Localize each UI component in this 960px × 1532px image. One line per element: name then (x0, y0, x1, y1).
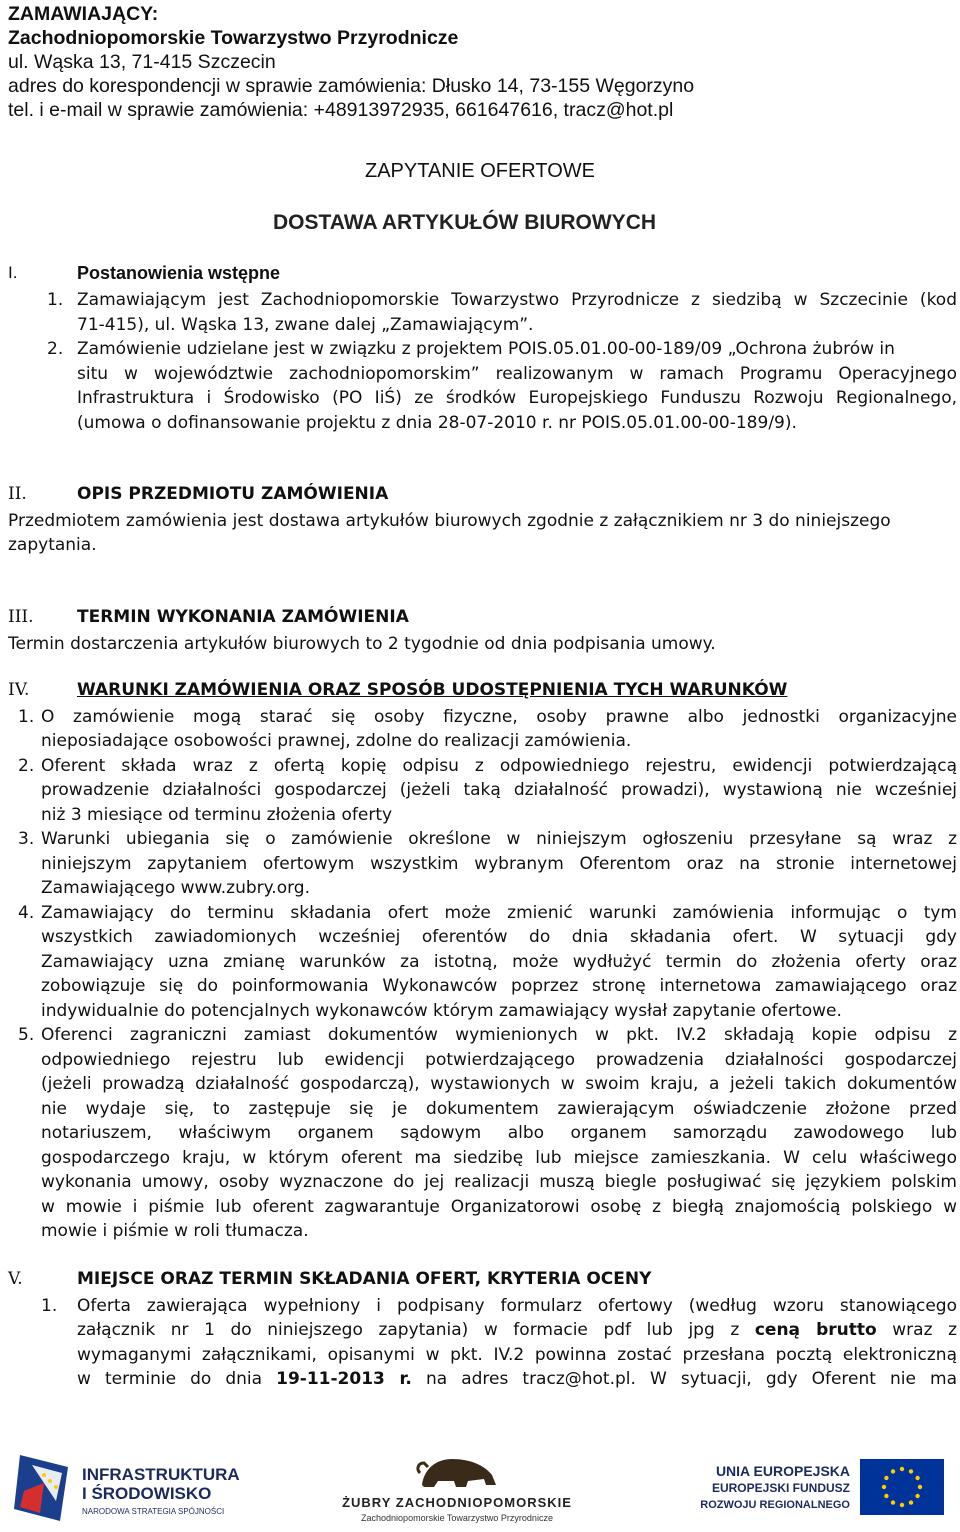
section-1-item-2-line: situ w województwie zachodniopomorskim” realizowanym w ramach Programu Operacyjnego (77, 363, 957, 384)
footer-logos (0, 1445, 960, 1532)
section-4-item-2-line: prowadzenie działalności gospodarczej (jeżeli taką działalność prowadzi), wystawioną nie wcześniej (41, 780, 957, 800)
eu-star-icon (891, 1469, 895, 1473)
logo1-line1: INFRASTRUKTURA (82, 1465, 240, 1484)
eu-star-icon (900, 1467, 904, 1471)
section-4-heading: WARUNKI ZAMÓWIENIA ORAZ SPOSÓB UDOSTĘPNIENIA TYCH WARUNKÓW (77, 680, 788, 700)
section-4-item-3-line: niniejszym zapytaniem ofertowym wszystkim wybranym Oferentom oraz na stronie internetowej (41, 853, 957, 874)
section-4-item-5-line: nie wydaje się, to zastępuje się je dokumentem zawierającym oświadczenie złożone przed (41, 1098, 957, 1119)
section-1-item-2-line: Zamówienie udzielane jest w związku z projektem POIS.05.01.00-00-189/09 „Ochrona żubrów in (77, 339, 895, 359)
section-2-text: Przedmiotem zamówienia jest dostawa artykułów biurowych zgodnie z załącznikiem nr 3 do niniejszego (8, 510, 891, 531)
section-4-item-3-line: Warunki ubiegania się o zamówienie określone w niniejszym ogłoszeniu przesyłane są wraz z (41, 829, 957, 849)
section-4-item-5-line: notariuszem, właściwym organem sądowym albo organem samorządu zawodowego lub (41, 1123, 957, 1143)
section-4-item-2-line: niż 3 miesiące od terminu złożenia oferty (41, 804, 393, 825)
section-4-item-5-line: gospodarczego kraju, w którym oferent ma siedzibę lub miejsce zamieszkania. W celu właściwego (41, 1147, 957, 1168)
price-gross-emphasis: ceną brutto (754, 1320, 877, 1340)
document-title: ZAPYTANIE OFERTOWE (364, 160, 596, 182)
section-5-item-1-line: Oferta zawierająca wypełniony i podpisany formularz ofertowy (według wzoru stanowiącego (77, 1295, 957, 1316)
text-run: na adres tracz@hot.pl. W sytuacji, gdy Oferent nie ma (411, 1369, 957, 1389)
logo2-line1: ŻUBRY ZACHODNIOPOMORSKIE (342, 1495, 572, 1510)
section-5-heading: MIEJSCE ORAZ TERMIN SKŁADANIA OFERT, KRYTERIA OCENY (77, 1269, 652, 1289)
logo1-line2: I ŚRODOWISKO (82, 1484, 212, 1503)
section-4-item-5-line: odpowiedniego rejestru lub ewidencji potwierdzającego prowadzenia działalności gospodarczej (41, 1049, 957, 1070)
eu-star-icon (891, 1500, 895, 1504)
section-4-item-3-line: Zamawiającego www.zubry.org. (41, 878, 310, 898)
document-subtitle: DOSTAWA ARTYKUŁÓW BIUROWYCH (273, 211, 657, 234)
section-2-number: II. (8, 484, 27, 504)
eu-star-icon (884, 1476, 888, 1480)
section-4-item-5-line: (jeżeli prowadzą działalność gospodarczą), wystawionych w swoim kraju, a jeżeli takich dokumentów (41, 1074, 957, 1094)
section-4-number: IV. (8, 680, 30, 700)
logo3-line1: UNIA EUROPEJSKA (715, 1463, 850, 1479)
section-4-item-4-line: indywidualnie do potencjalnych wykonawców którym zamawiający wysłał zapytanie ofertowe. (41, 1000, 842, 1021)
text-run: załącznik nr 1 do niniejszego zapytania) w formacie pdf lub jpg z (77, 1320, 755, 1340)
logo1-line3: NARODOWA STRATEGIA SPÓJNOŚCI (82, 1507, 225, 1516)
section-4-item-5-line: wykonania umowy, osoby wyznaczone do jej realizacji muszą biegle posługiwać się językiem polskim (41, 1172, 957, 1192)
section-4-item-5-number: 5. (18, 1025, 35, 1045)
logo2-line2: Zachodniopomorskie Towarzystwo Przyrodnicze (361, 1513, 553, 1523)
section-5-item-1-number: 1. (41, 1295, 58, 1316)
section-4-item-1-line: O zamówienie mogą starać się osoby fizyczne, osoby prawne albo jednostki organizacyjne (41, 706, 957, 727)
section-5-item-1-line (77, 1318, 957, 1343)
section-2-heading: OPIS PRZEDMIOTU ZAMÓWIENIA (77, 484, 389, 504)
section-4-item-4-line: wszystkich zawiadomionych wcześniej oferentów do dnia składania ofert. W sytuacji gdy (41, 927, 957, 947)
section-1-item-1-line: 71-415), ul. Wąska 13, zwane dalej „Zamawiającym”. (77, 314, 534, 335)
section-3-heading: TERMIN WYKONANIA ZAMÓWIENIA (77, 607, 409, 627)
logo3-line2: EUROPEJSKI FUNDUSZ (711, 1481, 850, 1495)
section-2-text: zapytania. (8, 535, 97, 555)
logo3-line3: ROZWOJU REGIONALNEGO (700, 1499, 850, 1511)
infrastruktura-logo (10, 1451, 250, 1529)
orderer-name: Zachodniopomorskie Towarzystwo Przyrodnicze (8, 27, 459, 49)
section-5-item-1-line: wymaganymi załącznikami, opisanymi w pkt. IV.2 powinna zostać przesłana pocztą elektroniczną (77, 1344, 957, 1365)
section-4-item-4-line: Zamawiający do terminu składania ofert może zmienić warunki zamówienia informując o tym (41, 902, 957, 923)
orderer-header (8, 2, 694, 122)
eu-star-icon (918, 1485, 922, 1489)
contact-line: tel. i e-mail w sprawie zamówienia: +48913972935, 661647616, tracz@hot.pl (8, 99, 674, 121)
section-4-item-2-number: 2. (18, 755, 35, 776)
eu-star-icon (909, 1500, 913, 1504)
deadline-date: 19-11-2013 r. (276, 1369, 412, 1389)
eu-star-icon (884, 1494, 888, 1498)
section-3-text: Termin dostarczenia artykułów biurowych to 2 tygodnie od dnia podpisania umowy. (8, 633, 716, 654)
eu-star-icon (882, 1485, 886, 1489)
section-4-item-4-line: Zamawiający uzna zmianę warunków za istotną, może wydłużyć termin do złożenia oferty oraz (41, 951, 957, 972)
section-4-item-4-number: 4. (18, 902, 35, 923)
orderer-address: ul. Wąska 13, 71-415 Szczecin (8, 51, 276, 73)
section-1-item-1-number: 1. (47, 290, 64, 310)
eu-logo (700, 1453, 950, 1527)
text-run: wraz z (876, 1320, 958, 1340)
section-4-item-5-line: mowie i piśmie w roli tłumacza. (41, 1221, 309, 1241)
section-5-number: V. (8, 1269, 23, 1289)
section-4-item-1-number: 1. (18, 706, 35, 727)
section-4-item-4-line: zobowiązuje się do poinformowania Wykonawców poprzez stronę internetowa zamawiającego oraz (41, 976, 957, 996)
text-run: w terminie do dnia (77, 1369, 277, 1389)
section-1-item-2-line: Infrastruktura i Środowisko (PO IiŚ) ze środków Europejskiego Funduszu Rozwoju Regionalnego, (77, 388, 957, 408)
section-1-heading: Postanowienia wstępne (77, 263, 281, 283)
section-3-number: III. (8, 607, 34, 627)
eu-star-icon (900, 1503, 904, 1507)
section-4-item-3-number: 3. (18, 829, 35, 849)
eu-star-icon (915, 1494, 919, 1498)
correspondence-address: adres do korespondencji w sprawie zamówienia: Dłusko 14, 73-155 Węgorzyno (8, 75, 695, 97)
section-5-item-1-line (77, 1367, 957, 1392)
zubry-logo (322, 1451, 592, 1529)
section-4-item-5-line: w mowie i piśmie lub oferent zagwarantuje Organizatorowi osobę z biegłą znajomością polskiego w (41, 1196, 957, 1217)
eu-flag-icon (860, 1459, 944, 1515)
section-4-item-5-line: Oferenci zagraniczni zamiast dokumentów wymienionych w pkt. IV.2 składają kopie odpisu z (41, 1025, 957, 1045)
section-4-item-1-line: nieposiadające osobowości prawnej, zdolne do realizacji zamówienia. (41, 731, 632, 751)
section-1-item-1-line: Zamawiającym jest Zachodniopomorskie Towarzystwo Przyrodnicze z siedzibą w Szczecinie (kod (77, 290, 957, 310)
section-1-number: I. (8, 263, 18, 282)
section-1-item-2-number: 2. (47, 339, 64, 359)
eu-star-icon (915, 1476, 919, 1480)
bison-icon (412, 1451, 502, 1491)
section-1-item-2-line: (umowa o dofinansowanie projektu z dnia 28-07-2010 r. nr POIS.05.01.00-00-189/9). (77, 412, 797, 433)
section-4-item-2-line: Oferent składa wraz z ofertą kopię odpisu z odpowiedniego rejestru, ewidencji potwierdzającą (41, 755, 957, 776)
eu-star-icon (909, 1469, 913, 1473)
nss-emblem-icon (10, 1451, 74, 1527)
orderer-label: ZAMAWIAJĄCY: (8, 3, 159, 25)
